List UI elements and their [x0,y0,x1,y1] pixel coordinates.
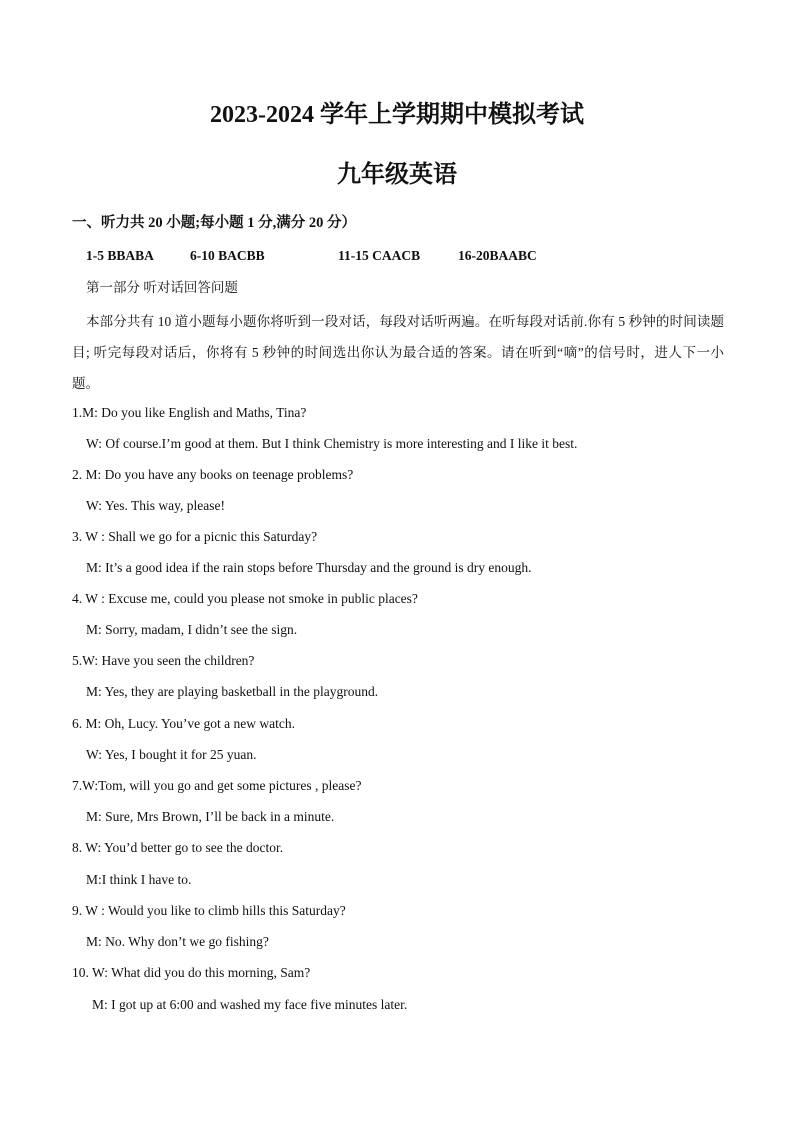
part-title: 第一部分 听对话回答问题 [86,280,238,295]
dialogue-line: M: I got up at 6:00 and washed my face five minutes later. [92,997,408,1012]
dialogue-line: 6. M: Oh, Lucy. You’ve got a new watch. [72,716,295,731]
instructions-paragraph: 本部分共有 10 道小题每小题你将听到一段对话，每段对话听两遍。在听每段对话前.你有 5 秒钟的时间读题目; 听完每段对话后，你将有 5 秒钟的时间选出你认为最合适的答案。请在听到“嘀”的信号时，进人下一小题。 [72,314,724,391]
dialogue-line: 7.W:Tom, will you go and get some pictures , please? [72,778,362,793]
dialogue-line: 1.M: Do you like English and Maths, Tina? [72,405,307,420]
dialogue-line: 4. W : Excuse me, could you please not smoke in public places? [72,591,418,606]
section-heading: 一、听力共 20 小题;每小题 1 分,满分 20 分） [72,215,356,231]
dialogue-line: M: Sure, Mrs Brown, I’ll be back in a minute. [86,809,335,824]
dialogue-line: W: Yes, I bought it for 25 yuan. [86,747,257,762]
dialogue-line: W: Yes. This way, please! [86,498,225,513]
dialogue-line: W: Of course.I’m good at them. But I think Chemistry is more interesting and I like it best. [86,436,578,451]
dialogue-line: 8. W: You’d better go to see the doctor. [72,840,284,855]
dialogue-line: M: It’s a good idea if the rain stops before Thursday and the ground is dry enough. [86,560,532,575]
dialogue-line: 5.W: Have you seen the children? [72,653,255,668]
answer-group: 11-15 CAACB [338,248,421,263]
answer-group: 1-5 BBABA [86,248,154,263]
dialogue-line: M: No. Why don’t we go fishing? [86,934,269,949]
dialogue-line: M: Sorry, madam, I didn’t see the sign. [86,622,298,637]
exam-subject: 九年级英语 [337,162,457,188]
dialogue-line: 2. M: Do you have any books on teenage problems? [72,467,354,482]
dialogue-line: 10. W: What did you do this morning, Sam? [72,965,311,980]
answer-group: 6-10 BACBB [190,248,265,263]
dialogue-line: 9. W : Would you like to climb hills this Saturday? [72,903,346,918]
dialogue-line: M:I think I have to. [86,872,192,887]
dialogue-line: 3. W : Shall we go for a picnic this Saturday? [72,529,318,544]
dialogue-line: M: Yes, they are playing basketball in the playground. [86,684,379,699]
answer-group: 16-20BAABC [458,248,537,263]
exam-title: 2023-2024 学年上学期期中模拟考试 [210,102,584,128]
